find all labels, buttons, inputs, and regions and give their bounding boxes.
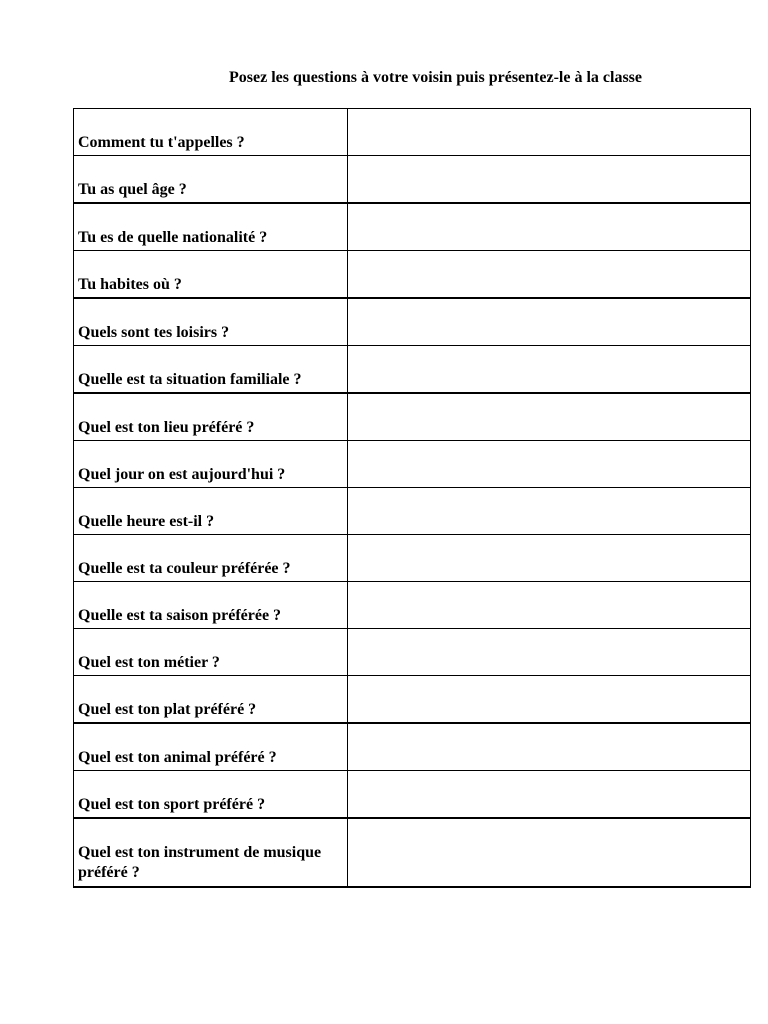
table-row	[74, 676, 751, 724]
answer-cell[interactable]	[348, 535, 751, 582]
question-cell: Quelle est ta situation familiale ?	[74, 346, 348, 394]
table-row	[74, 582, 751, 629]
answer-cell[interactable]	[348, 393, 751, 441]
question-cell: Comment tu t'appelles ?	[74, 109, 348, 156]
table-row	[74, 723, 751, 771]
table-row	[74, 535, 751, 582]
question-cell: Quelle est ta couleur préférée ?	[74, 535, 348, 582]
question-cell: Tu as quel âge ?	[74, 156, 348, 204]
answer-cell[interactable]	[348, 723, 751, 771]
answer-cell[interactable]	[348, 582, 751, 629]
answer-cell[interactable]	[348, 771, 751, 819]
table-row	[74, 109, 751, 156]
question-cell: Quel est ton plat préféré ?	[74, 676, 348, 724]
answer-cell[interactable]	[348, 441, 751, 488]
question-cell: Quelle est ta saison préférée ?	[74, 582, 348, 629]
answer-cell[interactable]	[348, 298, 751, 346]
answer-cell[interactable]	[348, 629, 751, 676]
question-cell: Quelle heure est-il ?	[74, 488, 348, 535]
table-row	[74, 251, 751, 299]
table-row	[74, 156, 751, 204]
question-cell: Quel est ton instrument de musique préféré ?	[74, 818, 348, 887]
answer-cell[interactable]	[348, 488, 751, 535]
table-row	[74, 298, 751, 346]
table-row	[74, 203, 751, 251]
question-cell: Quel jour on est aujourd'hui ?	[74, 441, 348, 488]
answer-cell[interactable]	[348, 109, 751, 156]
question-cell: Quel est ton métier ?	[74, 629, 348, 676]
question-cell: Tu es de quelle nationalité ?	[74, 203, 348, 251]
answer-cell[interactable]	[348, 676, 751, 724]
page-title: Posez les questions à votre voisin puis présentez-le à la classe	[229, 69, 643, 86]
answer-cell[interactable]	[348, 818, 751, 887]
table-row	[74, 346, 751, 394]
question-cell: Quels sont tes loisirs ?	[74, 298, 348, 346]
answer-cell[interactable]	[348, 251, 751, 299]
table-row	[74, 629, 751, 676]
answer-cell[interactable]	[348, 203, 751, 251]
table-row	[74, 441, 751, 488]
question-cell: Tu habites où ?	[74, 251, 348, 299]
table-row	[74, 393, 751, 441]
table-row	[74, 771, 751, 819]
question-cell: Quel est ton sport préféré ?	[74, 771, 348, 819]
table-row	[74, 818, 751, 887]
question-cell: Quel est ton lieu préféré ?	[74, 393, 348, 441]
questions-table	[73, 108, 751, 888]
table-row	[74, 488, 751, 535]
question-cell: Quel est ton animal préféré ?	[74, 723, 348, 771]
answer-cell[interactable]	[348, 346, 751, 394]
answer-cell[interactable]	[348, 156, 751, 204]
